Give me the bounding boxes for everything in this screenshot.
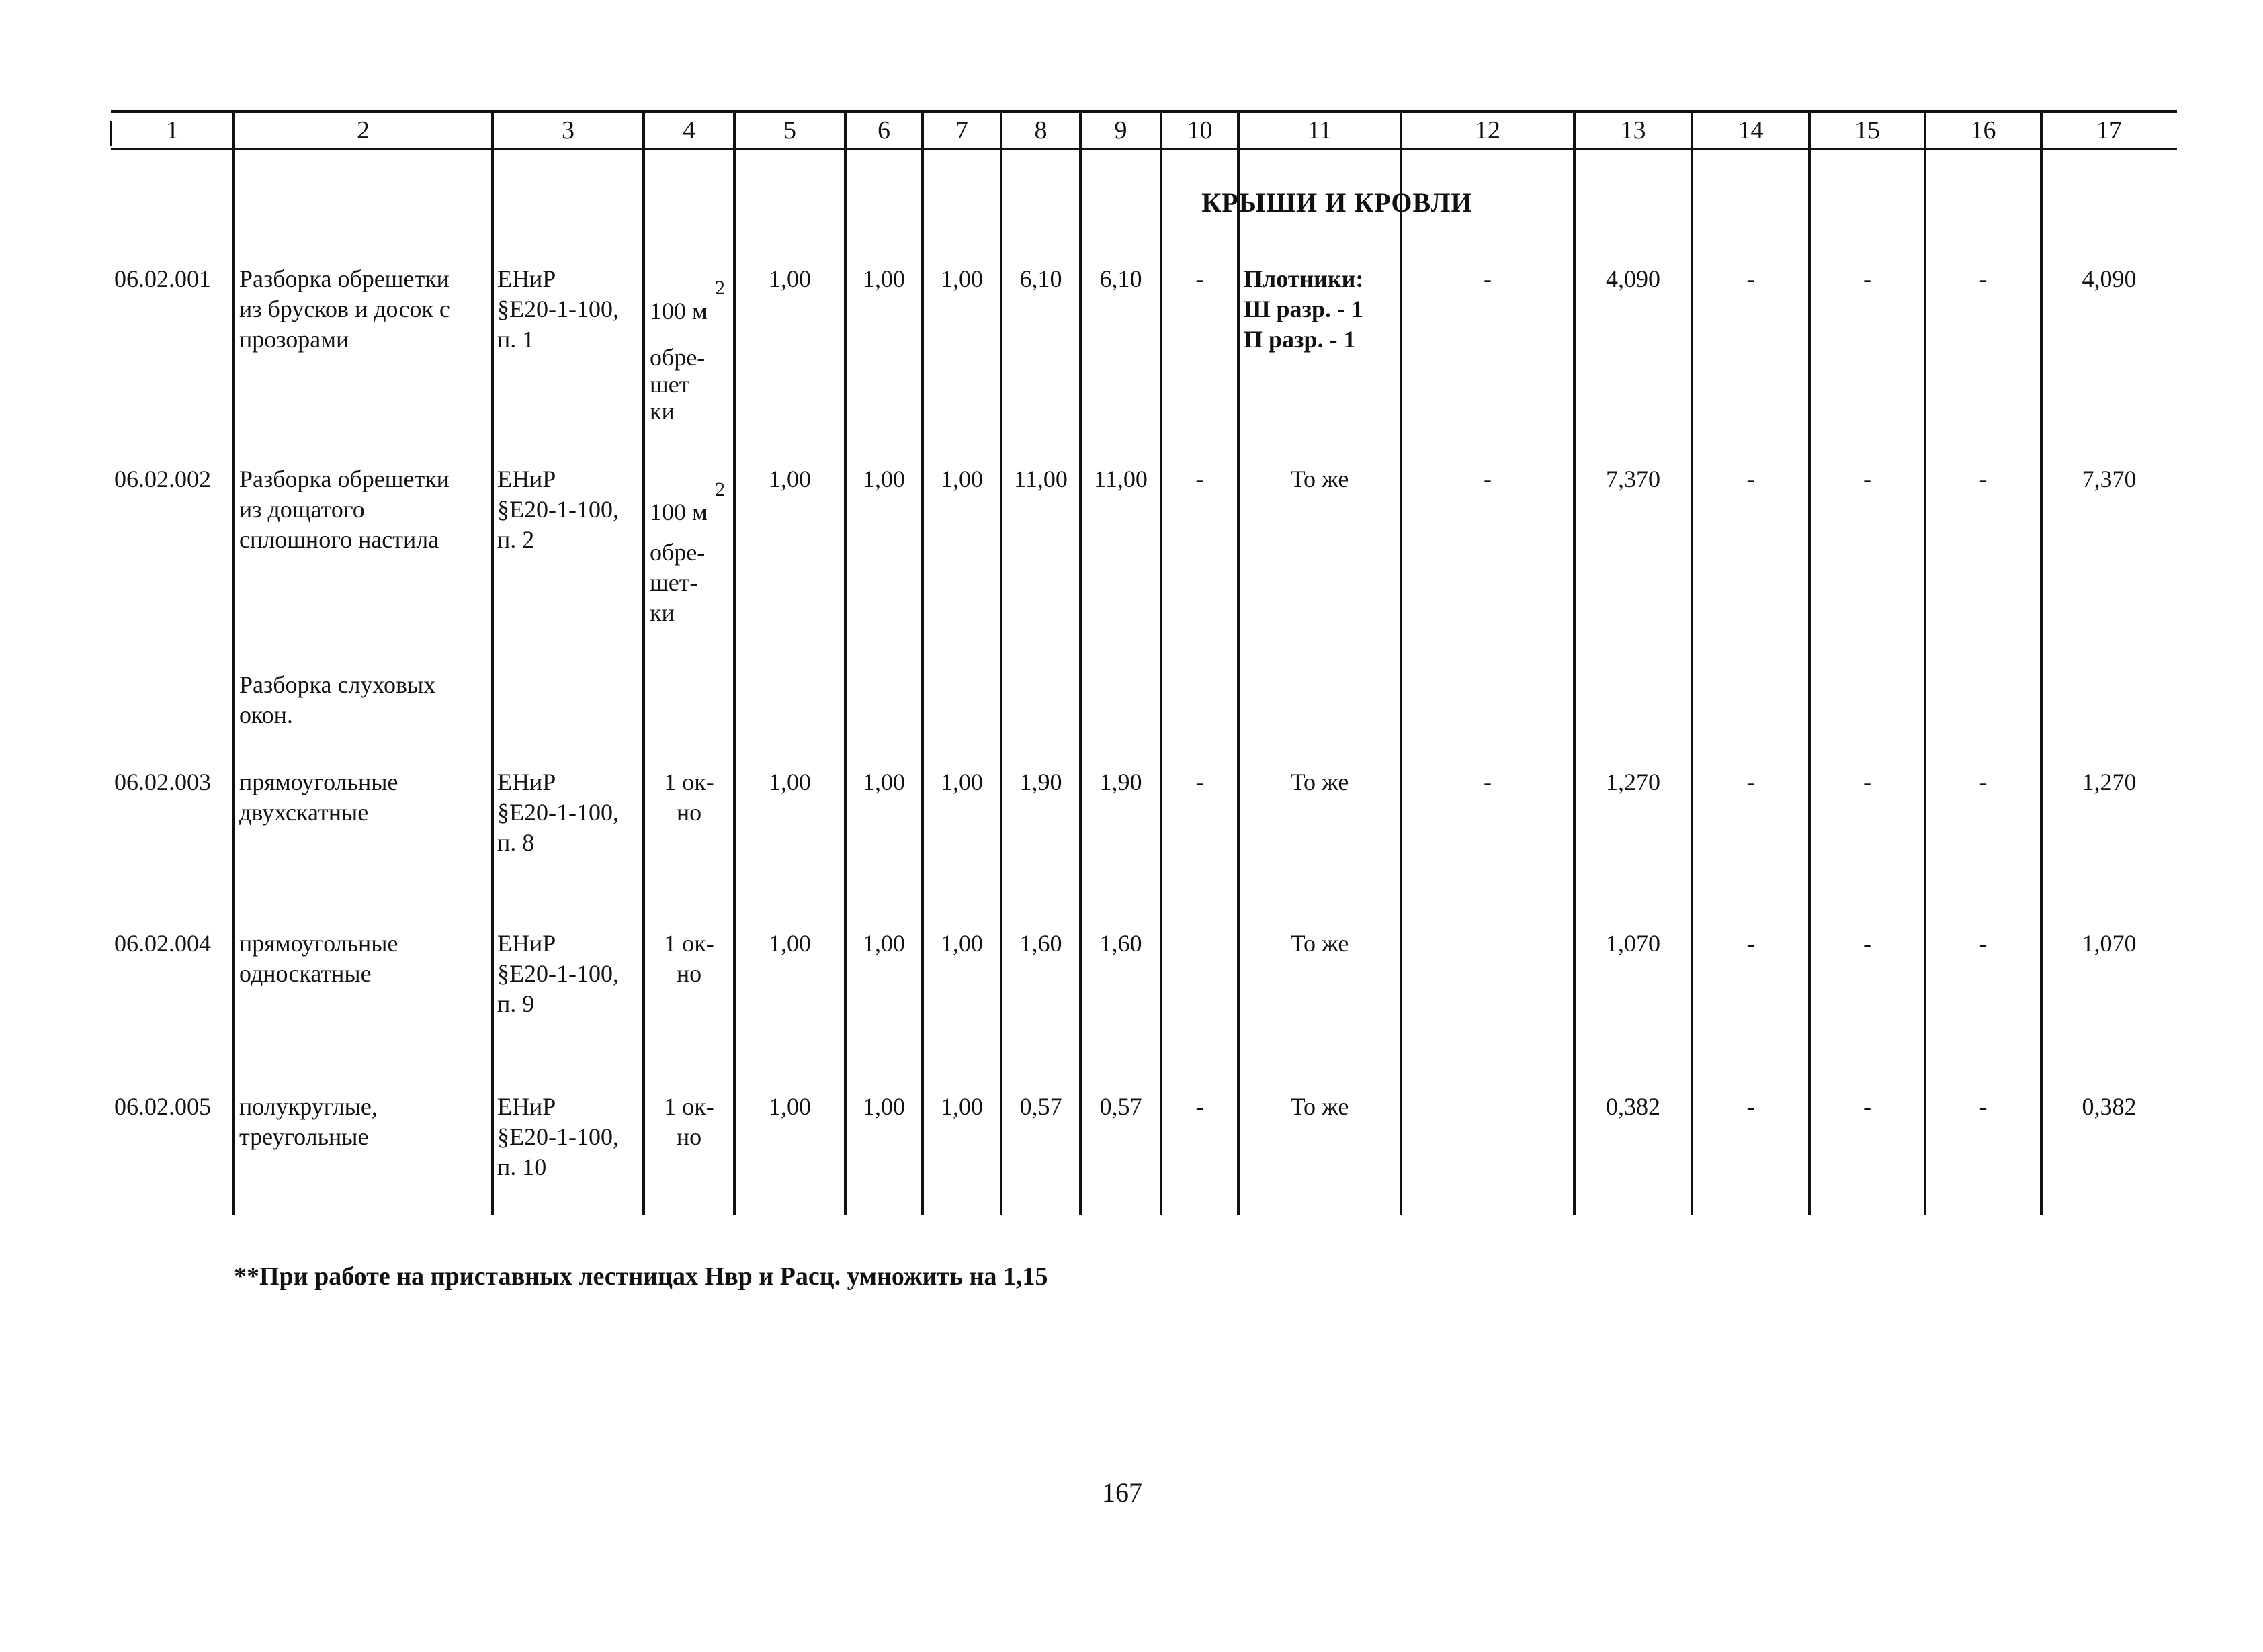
row-col-16: - [1979, 466, 1988, 492]
row-norm-line: §Е20-1-100, [497, 296, 619, 322]
row-col-17: 1,070 [2082, 930, 2137, 957]
row-col-11-line: Ш разр. - 1 [1244, 296, 1364, 322]
row-unit-line: но [676, 1123, 702, 1150]
row-col-13: 4,090 [1606, 265, 1660, 292]
row-norm-line: §Е20-1-100, [497, 960, 619, 987]
row-col-8: 1,90 [1019, 769, 1062, 795]
row-col-11: То же [1290, 769, 1349, 795]
row-code: 06.02.003 [114, 769, 211, 795]
row-name-line: прямоугольные [239, 930, 398, 957]
row-col-10: - [1195, 265, 1204, 292]
row-col-8: 11,00 [1014, 466, 1068, 492]
row-col-5: 1,00 [769, 930, 811, 957]
row-col-14: - [1746, 466, 1755, 492]
row-col-6: 1,00 [863, 265, 905, 292]
header-col-6: 6 [878, 116, 890, 144]
row-col-9: 1,60 [1099, 930, 1142, 957]
row-unit-line: но [676, 960, 702, 987]
row-code: 06.02.004 [114, 930, 211, 957]
row-unit-superscript: 2 [715, 478, 725, 501]
row-unit-line: но [676, 799, 702, 826]
row-col-9: 1,90 [1099, 769, 1142, 795]
row-col-11: То же [1290, 1093, 1349, 1120]
footnote: **При работе на приставных лестницах Нвр и Расц. умножить на 1,15 [234, 1262, 1048, 1291]
row-col-5: 1,00 [769, 466, 811, 492]
row-col-15: - [1863, 930, 1871, 957]
row-col-15: - [1863, 265, 1871, 292]
row-norm-line: ЕНиР [497, 1093, 556, 1120]
row-col-6: 1,00 [863, 769, 905, 795]
row-unit-line: ки [650, 599, 675, 626]
row-unit-line: 1 ок- [664, 930, 714, 957]
header-col-1: 1 [166, 116, 179, 144]
row-name-line: сплошного настила [239, 526, 439, 553]
row-col-12: - [1484, 769, 1492, 795]
row-name-line: треугольные [239, 1123, 369, 1150]
row-unit-line: шет- [650, 569, 698, 596]
row-name-line: Разборка обрешетки [239, 466, 450, 492]
row-norm-line: §Е20-1-100, [497, 799, 619, 826]
row-unit-line: шет [650, 371, 690, 398]
header-col-12: 12 [1475, 116, 1500, 144]
header-col-17: 17 [2096, 116, 2122, 144]
row-col-15: - [1863, 466, 1871, 492]
row-col-5: 1,00 [769, 1093, 811, 1120]
row-norm-line: ЕНиР [497, 930, 556, 957]
row-norm-line: ЕНиР [497, 466, 556, 492]
row-col-17: 4,090 [2082, 265, 2137, 292]
row-unit-line: 100 м [650, 298, 708, 324]
row-norm-line: п. 10 [497, 1154, 547, 1180]
row-col-7: 1,00 [941, 930, 983, 957]
row-norm-line: ЕНиР [497, 265, 556, 292]
row-unit-line: обре- [650, 539, 706, 566]
row-unit-line: обре- [650, 344, 706, 371]
row-col-14: - [1746, 265, 1755, 292]
header-col-16: 16 [1970, 116, 1996, 144]
header-col-5: 5 [783, 116, 796, 144]
header-col-7: 7 [955, 116, 968, 144]
row-unit-superscript: 2 [715, 277, 725, 299]
row-col-9: 6,10 [1099, 265, 1142, 292]
row-col-5: 1,00 [769, 265, 811, 292]
group-title-line: окон. [239, 701, 293, 728]
row-col-11-line: Плотники: [1244, 265, 1364, 292]
row-name-line: прозорами [239, 326, 349, 353]
header-col-2: 2 [357, 116, 370, 144]
row-col-14: - [1746, 930, 1755, 957]
row-name-line: из брусков и досок с [239, 296, 450, 322]
row-col-17: 0,382 [2082, 1093, 2137, 1120]
row-norm-line: п. 9 [497, 990, 535, 1017]
row-col-12: - [1484, 466, 1492, 492]
row-norm-line: ЕНиР [497, 769, 556, 795]
row-col-14: - [1746, 769, 1755, 795]
header-col-8: 8 [1034, 116, 1048, 144]
row-col-16: - [1979, 1093, 1988, 1120]
row-col-12: - [1484, 265, 1492, 292]
row-norm-line: п. 2 [497, 526, 535, 553]
row-name-line: из дощатого [239, 496, 365, 523]
row-col-16: - [1979, 930, 1988, 957]
row-unit-line: ки [650, 398, 675, 425]
header-col-15: 15 [1854, 116, 1880, 144]
row-col-13: 7,370 [1606, 466, 1660, 492]
row-col-10: - [1195, 769, 1204, 795]
row-col-8: 6,10 [1019, 265, 1062, 292]
row-code: 06.02.001 [114, 265, 211, 292]
row-col-15: - [1863, 1093, 1871, 1120]
row-col-5: 1,00 [769, 769, 811, 795]
row-col-10: - [1195, 466, 1204, 492]
row-unit-line: 100 м [650, 498, 708, 525]
row-norm-line: п. 1 [497, 326, 535, 353]
group-title-line: Разборка слуховых [239, 671, 436, 698]
row-code: 06.02.002 [114, 466, 211, 492]
row-col-16: - [1979, 769, 1988, 795]
row-col-6: 1,00 [863, 930, 905, 957]
row-col-16: - [1979, 265, 1988, 292]
header-col-4: 4 [683, 116, 695, 144]
row-col-14: - [1746, 1093, 1755, 1120]
header-col-11: 11 [1307, 116, 1332, 144]
row-col-13: 0,382 [1606, 1093, 1660, 1120]
row-col-7: 1,00 [941, 466, 983, 492]
row-name-line: прямоугольные [239, 769, 398, 795]
header-col-10: 10 [1187, 116, 1213, 144]
row-code: 06.02.005 [114, 1093, 211, 1120]
row-name-line: полукруглые, [239, 1093, 378, 1120]
row-name-line: двухскатные [239, 799, 369, 826]
row-norm-line: §Е20-1-100, [497, 496, 619, 523]
row-unit-line: 1 ок- [664, 1093, 714, 1120]
row-col-13: 1,270 [1606, 769, 1660, 795]
row-name-line: односкатные [239, 960, 372, 987]
header-col-3: 3 [562, 116, 574, 144]
page-number: 167 [1102, 1477, 1142, 1508]
row-col-6: 1,00 [863, 466, 905, 492]
row-col-13: 1,070 [1606, 930, 1660, 957]
row-col-8: 0,57 [1019, 1093, 1062, 1120]
section-title: КРЫШИ И КРОВЛИ [1201, 187, 1473, 218]
row-col-11: То же [1290, 466, 1349, 492]
row-col-15: - [1863, 769, 1871, 795]
row-col-8: 1,60 [1019, 930, 1062, 957]
row-col-17: 7,370 [2082, 466, 2137, 492]
row-norm-line: §Е20-1-100, [497, 1123, 619, 1150]
header-col-9: 9 [1114, 116, 1127, 144]
row-col-11: То же [1290, 930, 1349, 957]
row-norm-line: п. 8 [497, 829, 535, 856]
row-col-7: 1,00 [941, 265, 983, 292]
row-col-6: 1,00 [863, 1093, 905, 1120]
row-unit-line: 1 ок- [664, 769, 714, 795]
row-col-10: - [1195, 1093, 1204, 1120]
row-col-7: 1,00 [941, 769, 983, 795]
row-col-7: 1,00 [941, 1093, 983, 1120]
row-col-17: 1,270 [2082, 769, 2137, 795]
row-col-9: 0,57 [1099, 1093, 1142, 1120]
header-col-13: 13 [1620, 116, 1646, 144]
row-name-line: Разборка обрешетки [239, 265, 450, 292]
header-col-14: 14 [1738, 116, 1764, 144]
row-col-9: 11,00 [1094, 466, 1148, 492]
row-col-11-line: П разр. - 1 [1244, 326, 1356, 353]
